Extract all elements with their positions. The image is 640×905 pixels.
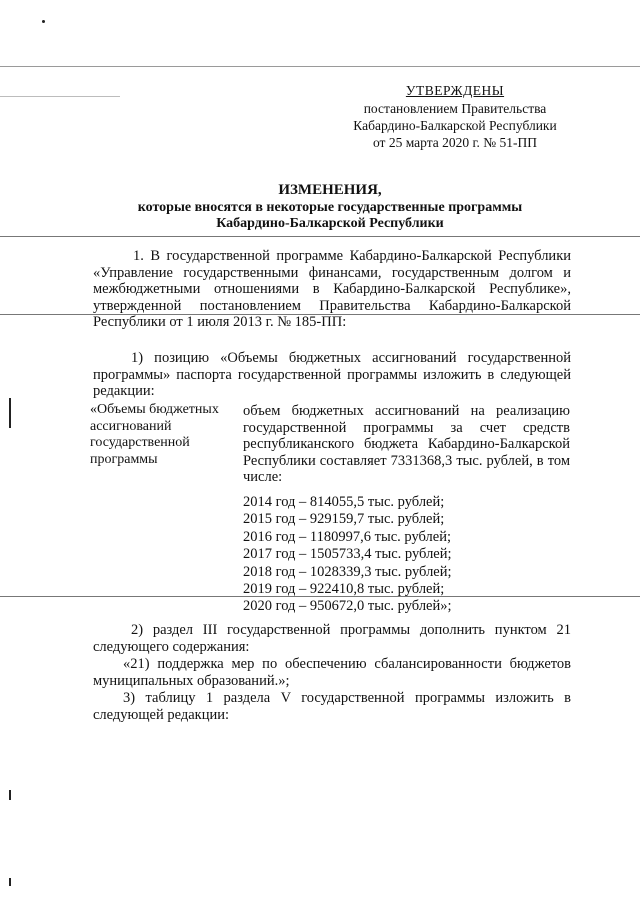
document-title: ИЗМЕНЕНИЯ,: [278, 182, 382, 198]
year-row: 2018 год – 1028339,3 тыс. рублей;: [243, 563, 452, 580]
paragraph-item-1: 1. В государственной программе Кабардино-Балкарской Республики «Управление государственными финансами, государственным долгом и межбюджетными отношениями в Кабардино-Балкарской Республике», утвержденной постановлением Правительства Кабардино-Балкарской Республики от 1 июля 2013 г. № 185-ПП:: [93, 248, 571, 330]
approval-block: [330, 82, 580, 151]
document-subtitle: [60, 200, 600, 232]
scan-line: [0, 96, 120, 97]
scan-speck: [42, 20, 45, 23]
scan-line: [0, 66, 640, 67]
scan-mark: [9, 398, 11, 428]
approval-line: от 25 марта 2020 г. № 51-ПП: [372, 135, 538, 150]
paragraph-subitem-2: 2) раздел III государственной программы дополнить пунктом 21 следующего содержания:: [93, 622, 571, 655]
paragraph-subitem-3: 3) таблицу 1 раздела V государственной программы изложить в следующей редакции:: [93, 690, 571, 723]
table-value: объем бюджетных ассигнований на реализацию государственной программы за счет средств республиканского бюджета Кабардино-Балкарской Республики составляет 7331368,3 тыс. рублей, в том числе:: [243, 403, 570, 485]
year-list: [243, 494, 452, 616]
year-row: 2017 год – 1505733,4 тыс. рублей;: [243, 546, 452, 563]
subtitle-line: Кабардино-Балкарской Республики: [216, 216, 444, 231]
paragraph-subitem-1: 1) позицию «Объемы бюджетных ассигнований государственной программы» паспорта государственной программы изложить в следующей редакции:: [93, 350, 571, 399]
paragraph-quote: «21) поддержка мер по обеспечению сбалансированности бюджетов муниципальных образований.»;: [93, 656, 571, 689]
scan-line: [0, 236, 640, 237]
year-row: 2015 год – 929159,7 тыс. рублей;: [243, 511, 445, 528]
scan-mark: [9, 878, 11, 886]
year-row: 2020 год – 950672,0 тыс. рублей»;: [243, 598, 452, 615]
approval-line: Кабардино-Балкарской Республики: [353, 118, 557, 133]
scan-mark: [9, 790, 11, 800]
year-row: 2014 год – 814055,5 тыс. рублей;: [243, 494, 445, 510]
approval-heading: УТВЕРЖДЕНЫ: [405, 83, 505, 98]
table-label: «Объемы бюджетных ассигнований государственной программы: [90, 402, 219, 467]
subtitle-line: которые вносятся в некоторые государственные программы: [137, 200, 523, 215]
approval-line: постановлением Правительства: [363, 101, 547, 116]
year-row: 2019 год – 922410,8 тыс. рублей;: [243, 581, 445, 598]
year-row: 2016 год – 1180997,6 тыс. рублей;: [243, 528, 451, 545]
